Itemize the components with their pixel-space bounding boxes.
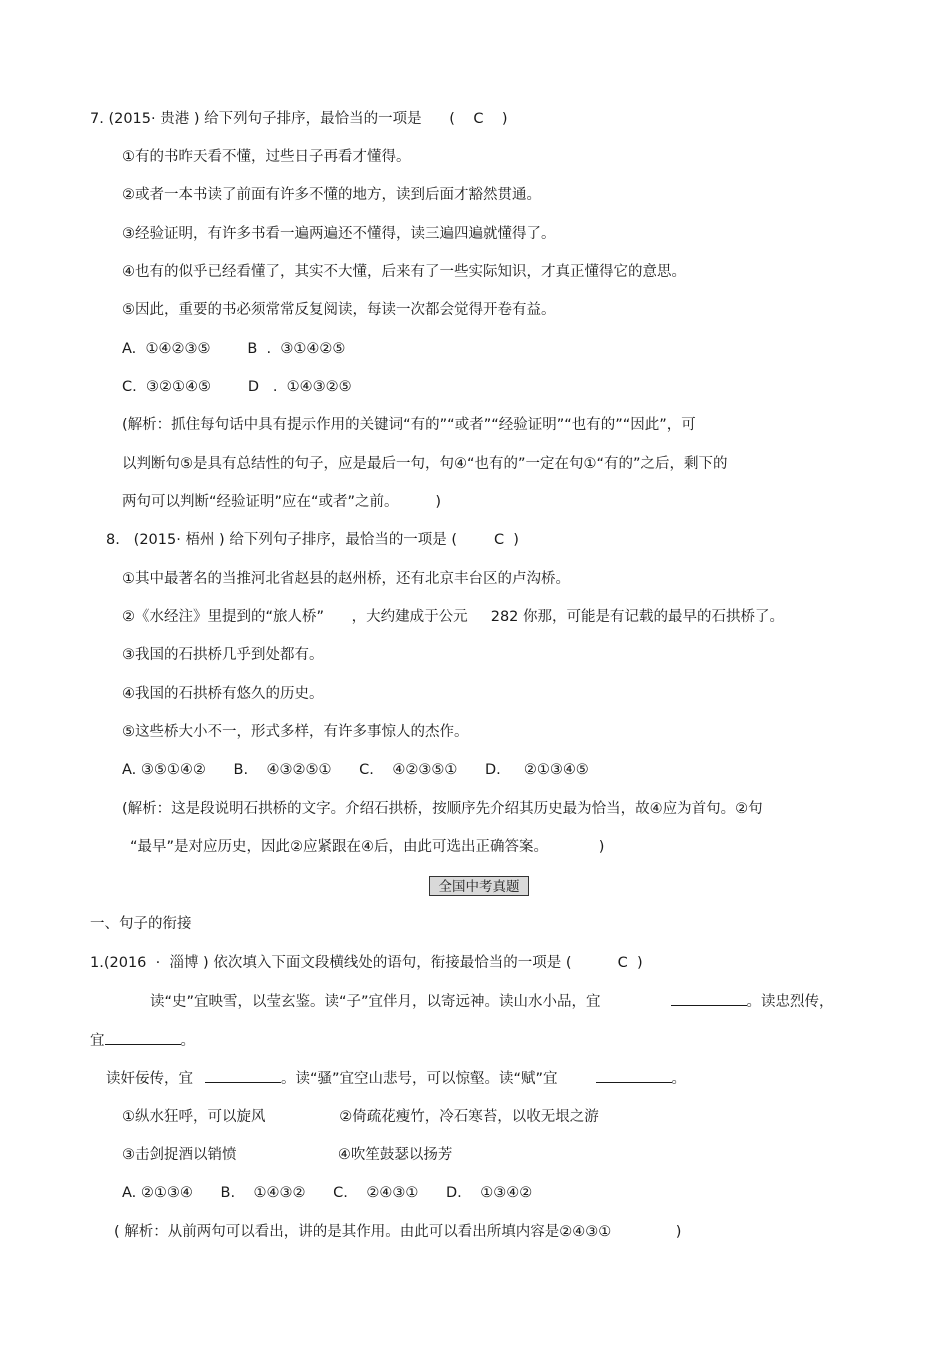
q7-sentence-3: ③经验证明，有许多书看一遍两遍还不懂得，读三遍四遍就懂得了。: [122, 226, 556, 242]
q1-blank-2: [105, 1030, 181, 1045]
q1-choices-1-2: ①纵水狂呼，可以旋风 ②倚疏花瘦竹，冷石寒苔，以收无垠之游: [122, 1109, 599, 1125]
q7-explanation-1: (解析：抓住每句话中具有提示作用的关键词“有的”“或者”“经验证明”“也有的”“因此”，可: [122, 417, 696, 433]
q7-options-ab: A. ①④②③⑤ B . ③①④②⑤: [122, 341, 346, 357]
q1-passage-text-3a: 读奸佞传，宜: [106, 1071, 193, 1087]
q8-options: A. ③⑤①④② B. ④③②⑤① C. ④②③⑤① D. ②①③④⑤: [122, 762, 589, 778]
q8-explanation-2: “最早”是对应历史，因此②应紧跟在④后，由此可选出正确答案。 ): [130, 839, 605, 855]
q1-stem: 1.(2016 · 淄博 ) 依次填入下面文段横线处的语句，衔接最恰当的一项是 ( C ): [90, 955, 643, 971]
q7-sentence-2: ②或者一本书读了前面有许多不懂的地方，读到后面才豁然贯通。: [122, 187, 541, 203]
q1-passage-text-3c: 。: [671, 1071, 687, 1087]
q1-choices-3-4: ③击剑捉酒以销愤 ④吹笙鼓瑟以扬芳: [122, 1147, 453, 1163]
q8-sentence-4: ④我国的石拱桥有悠久的历史。: [122, 686, 324, 702]
q7-sentence-5: ⑤因此，重要的书必须常常反复阅读，每读一次都会觉得开卷有益。: [122, 302, 556, 318]
q1-passage-line-2: [90, 1030, 195, 1051]
q1-passage-line-3: [106, 1068, 686, 1089]
q1-passage-line-1: [150, 991, 834, 1012]
q8-sentence-2: ②《水经注》里提到的“旅人桥” ，大约建成于公元 282 你那，可能是有记载的最早的石拱桥了。: [122, 609, 785, 625]
q8-sentence-3: ③我国的石拱桥几乎到处都有。: [122, 647, 324, 663]
q7-sentence-1: ①有的书昨天看不懂，过些日子再看才懂得。: [122, 149, 411, 165]
q1-blank-1: [671, 991, 747, 1006]
q1-passage-text-2a: 宜: [90, 1033, 105, 1049]
q8-sentence-5: ⑤这些桥大小不一，形式多样，有许多事惊人的杰作。: [122, 724, 469, 740]
section-heading-box: 全国中考真题: [429, 876, 529, 896]
section-title: 一、句子的衔接: [90, 916, 192, 932]
q8-explanation-1: (解析：这是段说明石拱桥的文字。介绍石拱桥，按顺序先介绍其历史最为恰当，故④应为首句。②句: [122, 801, 763, 817]
q1-passage-text-1b: 。读忠烈传，: [746, 994, 834, 1010]
q8-sentence-1: ①其中最著名的当推河北省赵县的赵州桥，还有北京丰台区的卢沟桥。: [122, 571, 570, 587]
q1-options: A. ②①③④ B. ①④③② C. ②④③① D. ①③④②: [122, 1185, 533, 1201]
q7-sentence-4: ④也有的似乎已经看懂了，其实不大懂，后来有了一些实际知识，才真正懂得它的意思。: [122, 264, 686, 280]
q7-options-cd: C. ③②①④⑤ D . ①④③②⑤: [122, 379, 352, 395]
q8-stem: 8. (2015· 梧州 ) 给下列句子排序，最恰当的一项是 ( C ): [106, 532, 519, 548]
q1-explanation: ( 解析：从前两句可以看出，讲的是其作用。由此可以看出所填内容是②④③① ): [114, 1224, 682, 1240]
q1-passage-text-3b: 。读“骚”宜空山悲号，可以惊壑。读“赋”宜: [281, 1071, 558, 1087]
q1-blank-4: [596, 1068, 672, 1083]
q1-passage-text-2b: 。: [180, 1033, 195, 1049]
q1-blank-3: [205, 1068, 281, 1083]
q1-passage-text-1a: 读“史”宜映雪，以莹玄鉴。读“子”宜伴月，以寄远神。读山水小品，宜: [150, 994, 601, 1010]
q7-stem: 7. (2015· 贵港 ) 给下列句子排序，最恰当的一项是 ( C ): [90, 111, 508, 127]
q7-explanation-3: 两句可以判断“经验证明”应在“或者”之前。 ): [122, 494, 442, 510]
q7-explanation-2: 以判断句⑤是具有总结性的句子，应是最后一句，句④“也有的”一定在句①“有的”之后，剩下的: [122, 456, 728, 472]
